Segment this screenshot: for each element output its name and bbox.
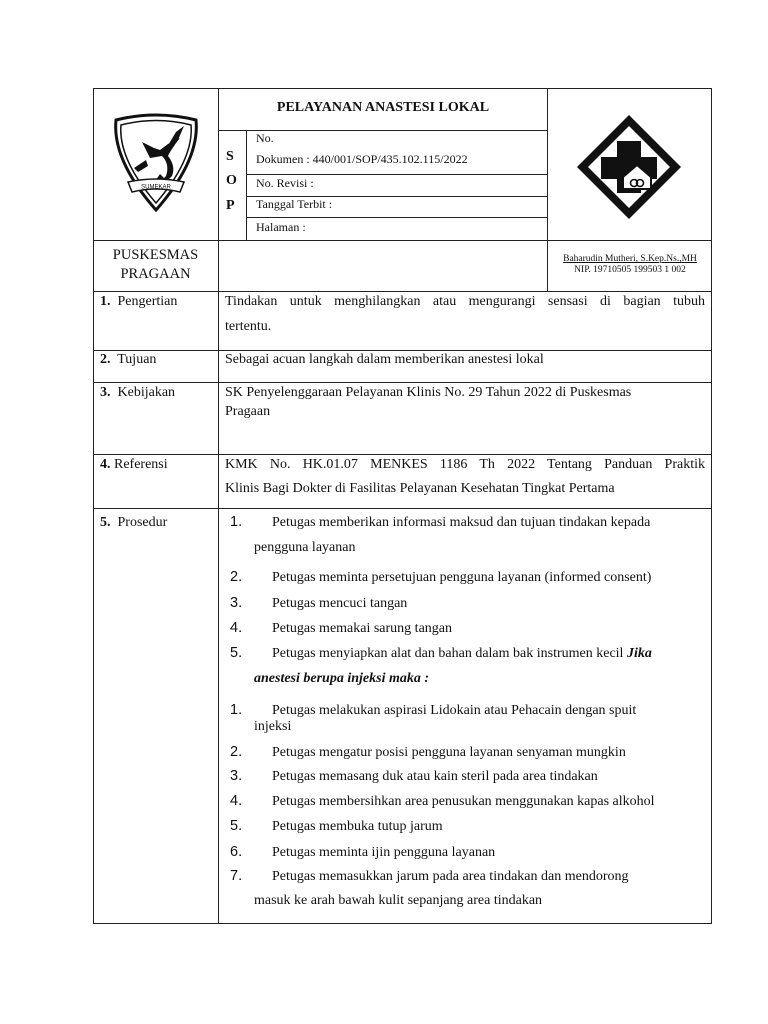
ribbon-text: SUMEKAR [141, 184, 171, 191]
substep-3-text: Petugas memasang duk atau kain steril pada area tindakan [272, 769, 598, 784]
step-2-text: Petugas meminta persetujuan pengguna layanan (informed consent) [272, 570, 652, 585]
signatory-name: Baharudin Mutheri, S.Kep.Ns.,MH [563, 254, 697, 264]
substep-2-number: 2. [230, 744, 243, 760]
step-1-text-cont: pengguna layanan [254, 540, 356, 555]
substep-7-text-cont: masuk ke arah bawah kulit sepanjang area tindakan [254, 893, 543, 908]
step-5-text-cont: anestesi berupa injeksi maka : [254, 671, 430, 686]
divider-kebijakan [93, 454, 712, 455]
substep-2-text: Petugas mengatur posisi pengguna layanan senyaman mungkin [272, 745, 626, 760]
meta-revision: No. Revisi : [256, 176, 314, 190]
meta-issue-date: Tanggal Terbit : [256, 197, 333, 211]
step-1-number: 1. [230, 514, 243, 530]
substep-6-number: 6. [230, 844, 243, 860]
divider-org [93, 291, 712, 292]
pengertian-line1: Tindakan untuk menghilangkan atau mengurangi sensasi di bagian tubuh [225, 294, 705, 309]
substep-5-text: Petugas membuka tutup jarum [272, 819, 443, 834]
divider-meta-1 [246, 174, 548, 175]
divider-pengertian [93, 350, 712, 351]
substep-1-text-cont: injeksi [254, 719, 292, 734]
kebijakan-line1: SK Penyelenggaraan Pelayanan Klinis No. 29 Tahun 2022 di Puskesmas [225, 385, 632, 400]
step-4-text: Petugas memakai sarung tangan [272, 621, 453, 636]
pengertian-line2: tertentu. [225, 319, 272, 334]
org-name-line2: PRAGAAN [120, 266, 191, 282]
section-3-label: 3. Kebijakan [100, 385, 176, 400]
sop-letter-s: S [226, 149, 234, 164]
section-2-label: 2. Tujuan [100, 352, 157, 367]
substep-7-text: Petugas memasukkan jarum pada area tindakan dan mendorong [272, 869, 629, 884]
meta-document-no-value: Dokumen : 440/001/SOP/435.102.115/2022 [256, 152, 468, 166]
signatory-nip: NIP. 19710505 199503 1 002 [574, 265, 686, 275]
divider-sop-column [246, 130, 247, 241]
divider-left-column [218, 88, 219, 924]
section-5-label: 5. Prosedur [100, 515, 168, 530]
step-3-number: 3. [230, 595, 243, 611]
referensi-line2: Klinis Bagi Dokter di Fasilitas Pelayanan Kesehatan Tingkat Pertama [225, 481, 615, 496]
step-5-number: 5. [230, 645, 243, 661]
tujuan-text: Sebagai acuan langkah dalam memberikan anestesi lokal [225, 352, 544, 367]
divider-tujuan [93, 382, 712, 383]
step-1-text: Petugas memberikan informasi maksud dan tujuan tindakan kepada [272, 515, 651, 530]
substep-1-text: Petugas melakukan aspirasi Lidokain atau Pehacain dengan spuit [272, 703, 637, 718]
substep-4-text: Petugas membersihkan area penusukan menggunakan kapas alkohol [272, 794, 655, 809]
substep-3-number: 3. [230, 768, 243, 784]
sop-letter-o: O [226, 173, 237, 188]
referensi-line1: KMK No. HK.01.07 MENKES 1186 Th 2022 Tentang Panduan Praktik [225, 457, 705, 472]
meta-document-no-label: No. [256, 131, 274, 145]
sop-letter-p: P [226, 198, 235, 213]
document-title: PELAYANAN ANASTESI LOKAL [276, 100, 490, 115]
step-5-text: Petugas menyiapkan alat dan bahan dalam bak instrumen kecil Jika [272, 646, 652, 661]
substep-6-text: Petugas meminta ijin pengguna layanan [272, 845, 496, 860]
step-4-number: 4. [230, 620, 243, 636]
divider-referensi [93, 508, 712, 509]
puskesmas-logo [575, 113, 683, 221]
substep-4-number: 4. [230, 793, 243, 809]
org-name-line1: PUSKESMAS [112, 247, 199, 263]
divider-header [93, 240, 712, 241]
substep-7-number: 7. [230, 868, 243, 884]
step-3-text: Petugas mencuci tangan [272, 596, 408, 611]
step-2-number: 2. [230, 569, 243, 585]
kebijakan-line2: Pragaan [225, 404, 271, 419]
section-1-label: 1. Pengertian [100, 294, 178, 309]
meta-page: Halaman : [256, 220, 306, 234]
divider-meta-3 [246, 217, 548, 218]
substep-1-number: 1. [230, 702, 243, 718]
regency-shield-logo [106, 112, 206, 214]
substep-5-number: 5. [230, 818, 243, 834]
section-4-label: 4. Referensi [100, 457, 168, 472]
